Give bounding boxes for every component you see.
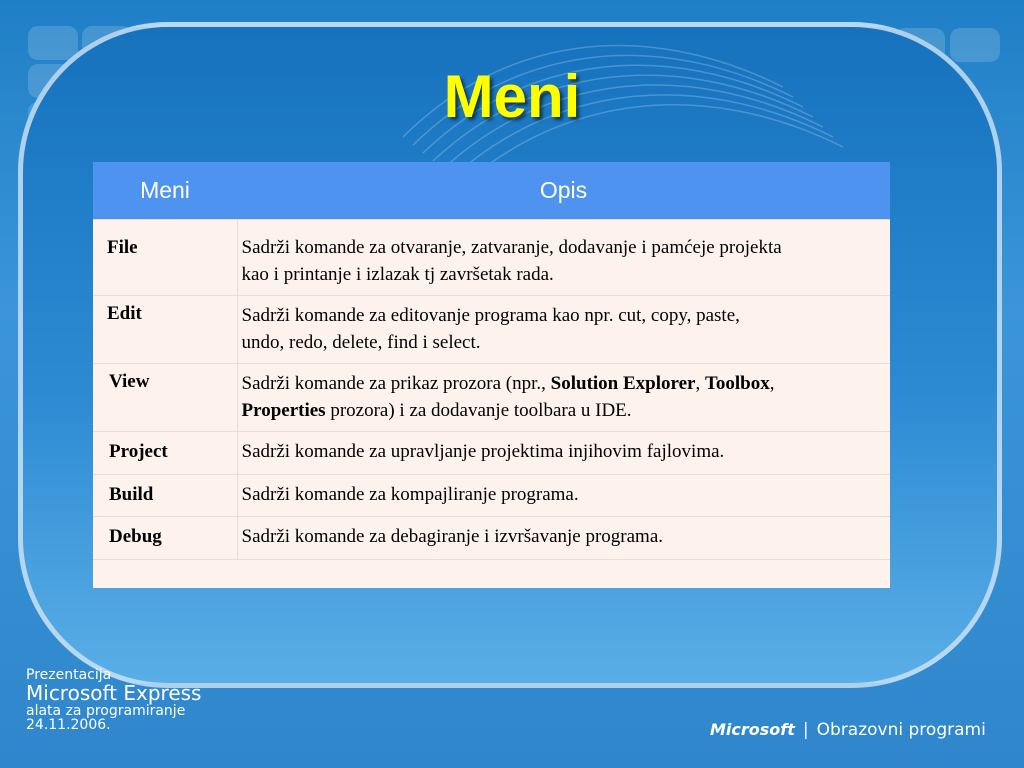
table-row (93, 517, 890, 560)
table-row (93, 296, 890, 364)
footer-line: Prezentacija (26, 667, 112, 683)
table-row (93, 475, 890, 517)
footer-program: Obrazovni programi (816, 720, 986, 740)
table-row-empty (93, 560, 890, 588)
menu-description: Sadrži komande za upravljanje projektima injihovim fajlovima. (237, 432, 890, 475)
menu-description: Sadrži komande za prikaz prozora (npr., Solution Explorer, Toolbox, Properties prozora) i za dodavanje toolbara u IDE. (237, 364, 890, 432)
presentation-info (26, 668, 201, 733)
slide-title: Meni (443, 63, 581, 130)
menu-description: Sadrži komande za kompajliranje programa. (237, 475, 890, 517)
menu-description: Sadrži komande za otvaranje, zatvaranje, dodavanje i pamćeje projekta kao i printanje i izlazak tj završetak rada. (237, 220, 890, 296)
menu-name: Debug (93, 517, 237, 560)
footer-line: alata za programiranje (26, 702, 186, 719)
menu-name: Project (93, 432, 237, 475)
footer-separator: | (802, 720, 809, 740)
menu-description: Sadrži komande za debagiranje i izvršavanje programa. (237, 517, 890, 560)
menu-description: Sadrži komande za editovanje programa kao npr. cut, copy, paste, undo, redo, delete, find i select. (237, 296, 890, 364)
table-row (93, 432, 890, 475)
menu-name: View (93, 364, 237, 432)
footer-product: Microsoft Express (26, 680, 202, 705)
column-header-description: Opis (237, 162, 890, 220)
table-row (93, 220, 890, 296)
menu-table (93, 162, 890, 588)
footer-date: 24.11.2006. (26, 717, 111, 734)
column-header-menu: Meni (93, 162, 237, 220)
brand-footer (710, 720, 986, 740)
microsoft-logo: Microsoft (710, 720, 795, 739)
table-header-row (93, 162, 890, 220)
menu-name: Edit (93, 296, 237, 364)
menu-name: File (93, 220, 237, 296)
menu-name: Build (93, 475, 237, 517)
table-row (93, 364, 890, 432)
